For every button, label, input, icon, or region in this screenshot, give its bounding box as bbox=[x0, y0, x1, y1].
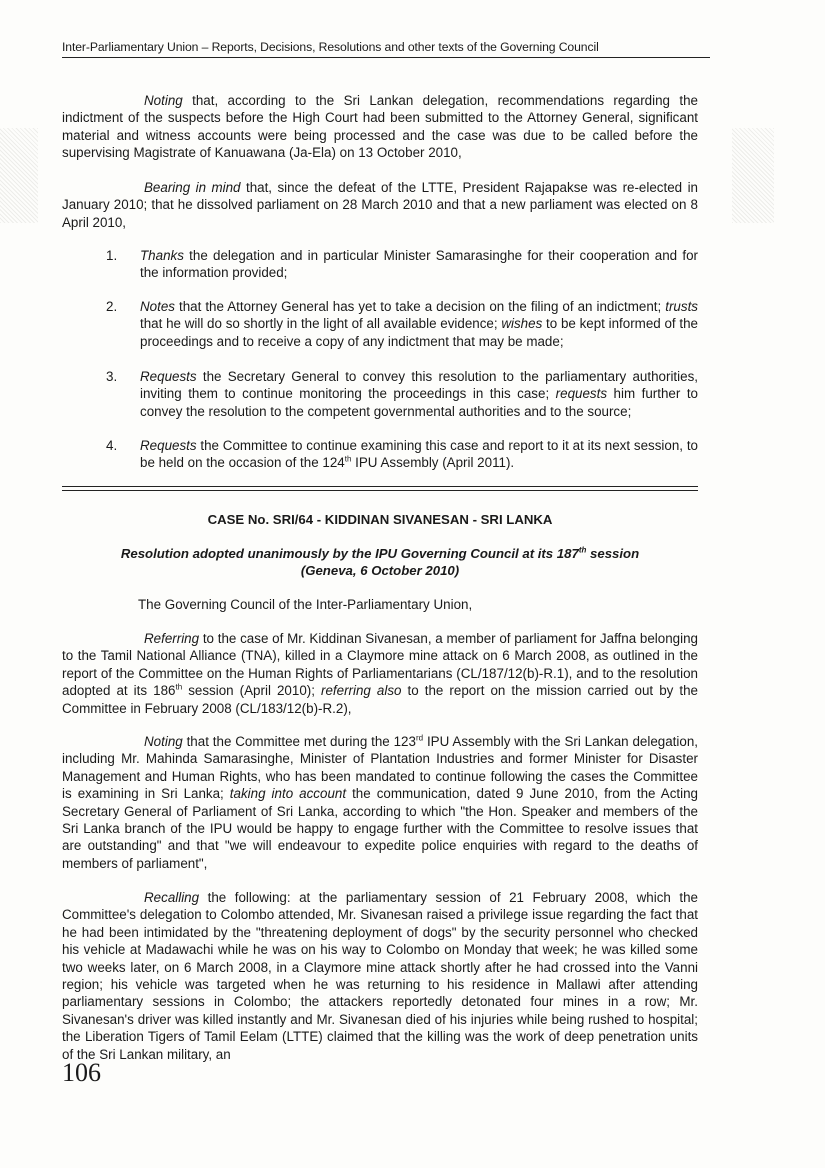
scan-artifact bbox=[732, 128, 774, 223]
operative-item-2: 2. Notes that the Attorney General has yet to take a decision on the filing of an indictment; trusts that he will do so shortly in the light of all available evidence; wishes to be kept informed of the proceedings and to receive a copy of any indictment that may be made; bbox=[106, 299, 699, 349]
operative-item-4: 4. Requests the Committee to continue examining this case and report to it at its next session, to be held on the occasion of the 124th IPU Assembly (April 2011). bbox=[106, 438, 698, 471]
preamble-bearing-in-mind: Bearing in mind that, since the defeat of the LTTE, President Rajapakse was re-elected in January 2010; that he dissolved parliament on 28 March 2010 and that a new parliament was elected on 8 April 2010, bbox=[62, 180, 698, 230]
running-header: Inter-Parliamentary Union – Reports, Decisions, Resolutions and other texts of the Governing Council bbox=[62, 40, 710, 58]
operative-item-1: 1. Thanks the delegation and in particular Minister Samarasinghe for their cooperation and for the information provided; bbox=[106, 248, 698, 281]
preamble-noting: Noting that, according to the Sri Lankan delegation, recommendations regarding the indictment of the suspects before the High Court had been submitted to the Attorney General, significant material and witness accounts were being processed and the case was due to be called before the supervising Magistrate of Kanuawana (Ja-Ela) on 13 October 2010, bbox=[62, 93, 698, 161]
page-number: 106 bbox=[62, 1058, 101, 1087]
preamble-noting-committee: Noting that the Committee met during the 123rd IPU Assembly with the Sri Lankan delegation, including Mr. Mahinda Samarasinghe, Minister of Plantation Industries and former Minister for Disaster Management and Human Rights, who has been mandated to continue following the cases the Committee is examining in Sri Lanka; taking into account the communication, dated 9 June 2010, from the Acting Secretary General of Parliament of Sri Lanka, according to which "the Hon. Speaker and members of the Sri Lanka branch of the IPU would be happy to engage further with the Committee to resolve issues that are outstanding" and that "we will endeavour to expedite police enquiries with regard to the deaths of members of parliament", bbox=[62, 733, 698, 871]
resolution-subtitle: Resolution adopted unanimously by the IPU Governing Council at its 187th session (Geneva, 6 October 2010) bbox=[120, 545, 640, 579]
preamble-recalling: Recalling the following: at the parliamentary session of 21 February 2008, which the Committee's delegation to Colombo attended, Mr. Sivanesan raised a privilege issue regarding the fact that he had been intimidated by the "threatening deployment of dogs" by the security personnel who checked his vehicle at Madawachi while he was on his way to Colombo on Monday that week; he was killed some two weeks later, on 6 March 2008, in a Claymore mine attack shortly after he had crossed into the Vanni region; his vehicle was targeted when he was returning to his residence in Mallawi after attending parliamentary sessions in Colombo; the attackers reportedly detonated four mines in a row; Mr. Sivanesan's driver was killed instantly and Mr. Sivanesan died of his injuries while being rushed to hospital; the Liberation Tigers of Tamil Eelam (LTTE) claimed that the killing was the work of deep penetration units of the Sri Lankan military, an bbox=[62, 890, 698, 1062]
council-intro: The Governing Council of the Inter-Parliamentary Union, bbox=[138, 597, 473, 612]
section-divider bbox=[62, 486, 698, 487]
scan-artifact bbox=[0, 128, 38, 223]
section-divider bbox=[62, 490, 698, 491]
case-title: CASE No. SRI/64 - KIDDINAN SIVANESAN - SRI LANKA bbox=[207, 512, 553, 527]
operative-item-3: 3. Requests the Secretary General to convey this resolution to the parliamentary authorities, inviting them to continue monitoring the proceedings in this case; requests him further to convey the resolution to the competent governmental authorities and to the source; bbox=[106, 369, 698, 419]
preamble-referring: Referring to the case of Mr. Kiddinan Sivanesan, a member of parliament for Jaffna belonging to the Tamil National Alliance (TNA), killed in a Claymore mine attack on 6 March 2008, as outlined in the report of the Committee on the Human Rights of Parliamentarians (CL/187/12(b)-R.1), and to the resolution adopted at its 186th session (April 2010); referring also to the report on the mission carried out by the Committee in February 2008 (CL/183/12(b)-R.2), bbox=[62, 631, 699, 716]
